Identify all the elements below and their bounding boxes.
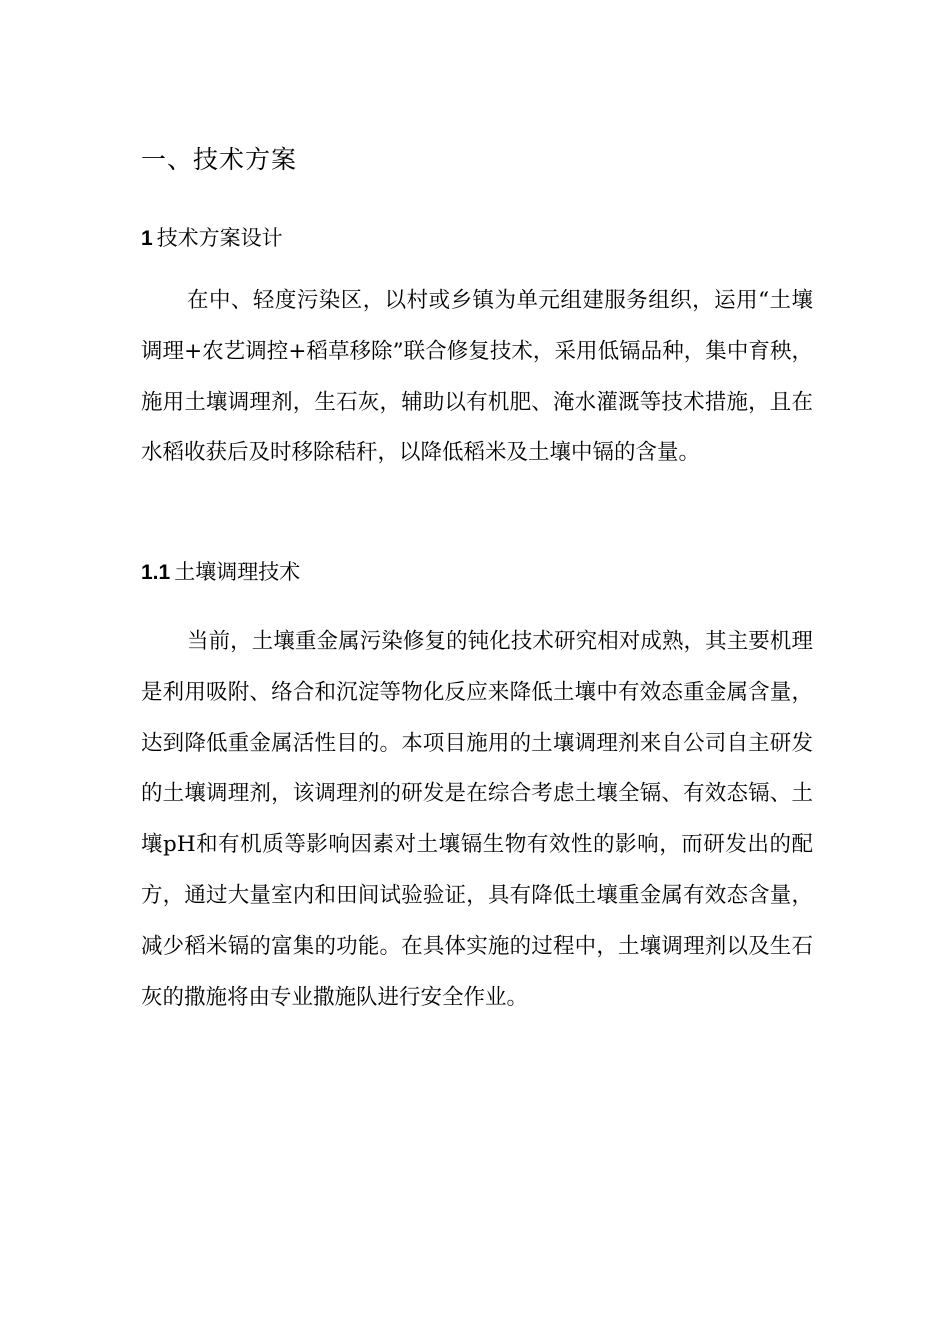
section-heading (141, 140, 297, 180)
subsection-heading (141, 222, 283, 255)
subsection-number: 1 (141, 227, 153, 250)
subsection-paragraph: 在中、轻度污染区，以村或乡镇为单元组建服务组织，运用“土壤调理+农艺调控+稻草移除”联合修复技术，采用低镉品种，集中育秧，施用土壤调理剂，生石灰，辅助以有机肥、淹水灌溉等技术措施，且在水稻收获后及时移除秸秆，以降低稻米及土壤中镉的含量。 (141, 288, 813, 466)
subsection-title: 技术方案设计 (156, 226, 283, 250)
section-title: 一、技术方案 (141, 145, 298, 174)
subsubsection-number: 1.1 (141, 561, 171, 584)
subsubsection-heading (141, 556, 300, 589)
subsubsection-paragraph: 当前，土壤重金属污染修复的钝化技术研究相对成熟，其主要机理是利用吸附、络合和沉淀等物化反应来降低土壤中有效态重金属含量，达到降低重金属活性目的。本项目施用的土壤调理剂来自公司自主研发的土壤调理剂，该调理剂的研发是在综合考虑土壤全镉、有效态镉、土壤pH和有机质等影响因素对土壤镉生物有效性的影响，而研发出的配方，通过大量室内和田间试验验证，具有降低土壤重金属有效态含量，减少稻米镉的富集的功能。在具体实施的过程中，土壤调理剂以及生石灰的撒施将由专业撒施队进行安全作业。 (141, 629, 813, 1010)
subsubsection-title: 土壤调理技术 (174, 560, 301, 584)
